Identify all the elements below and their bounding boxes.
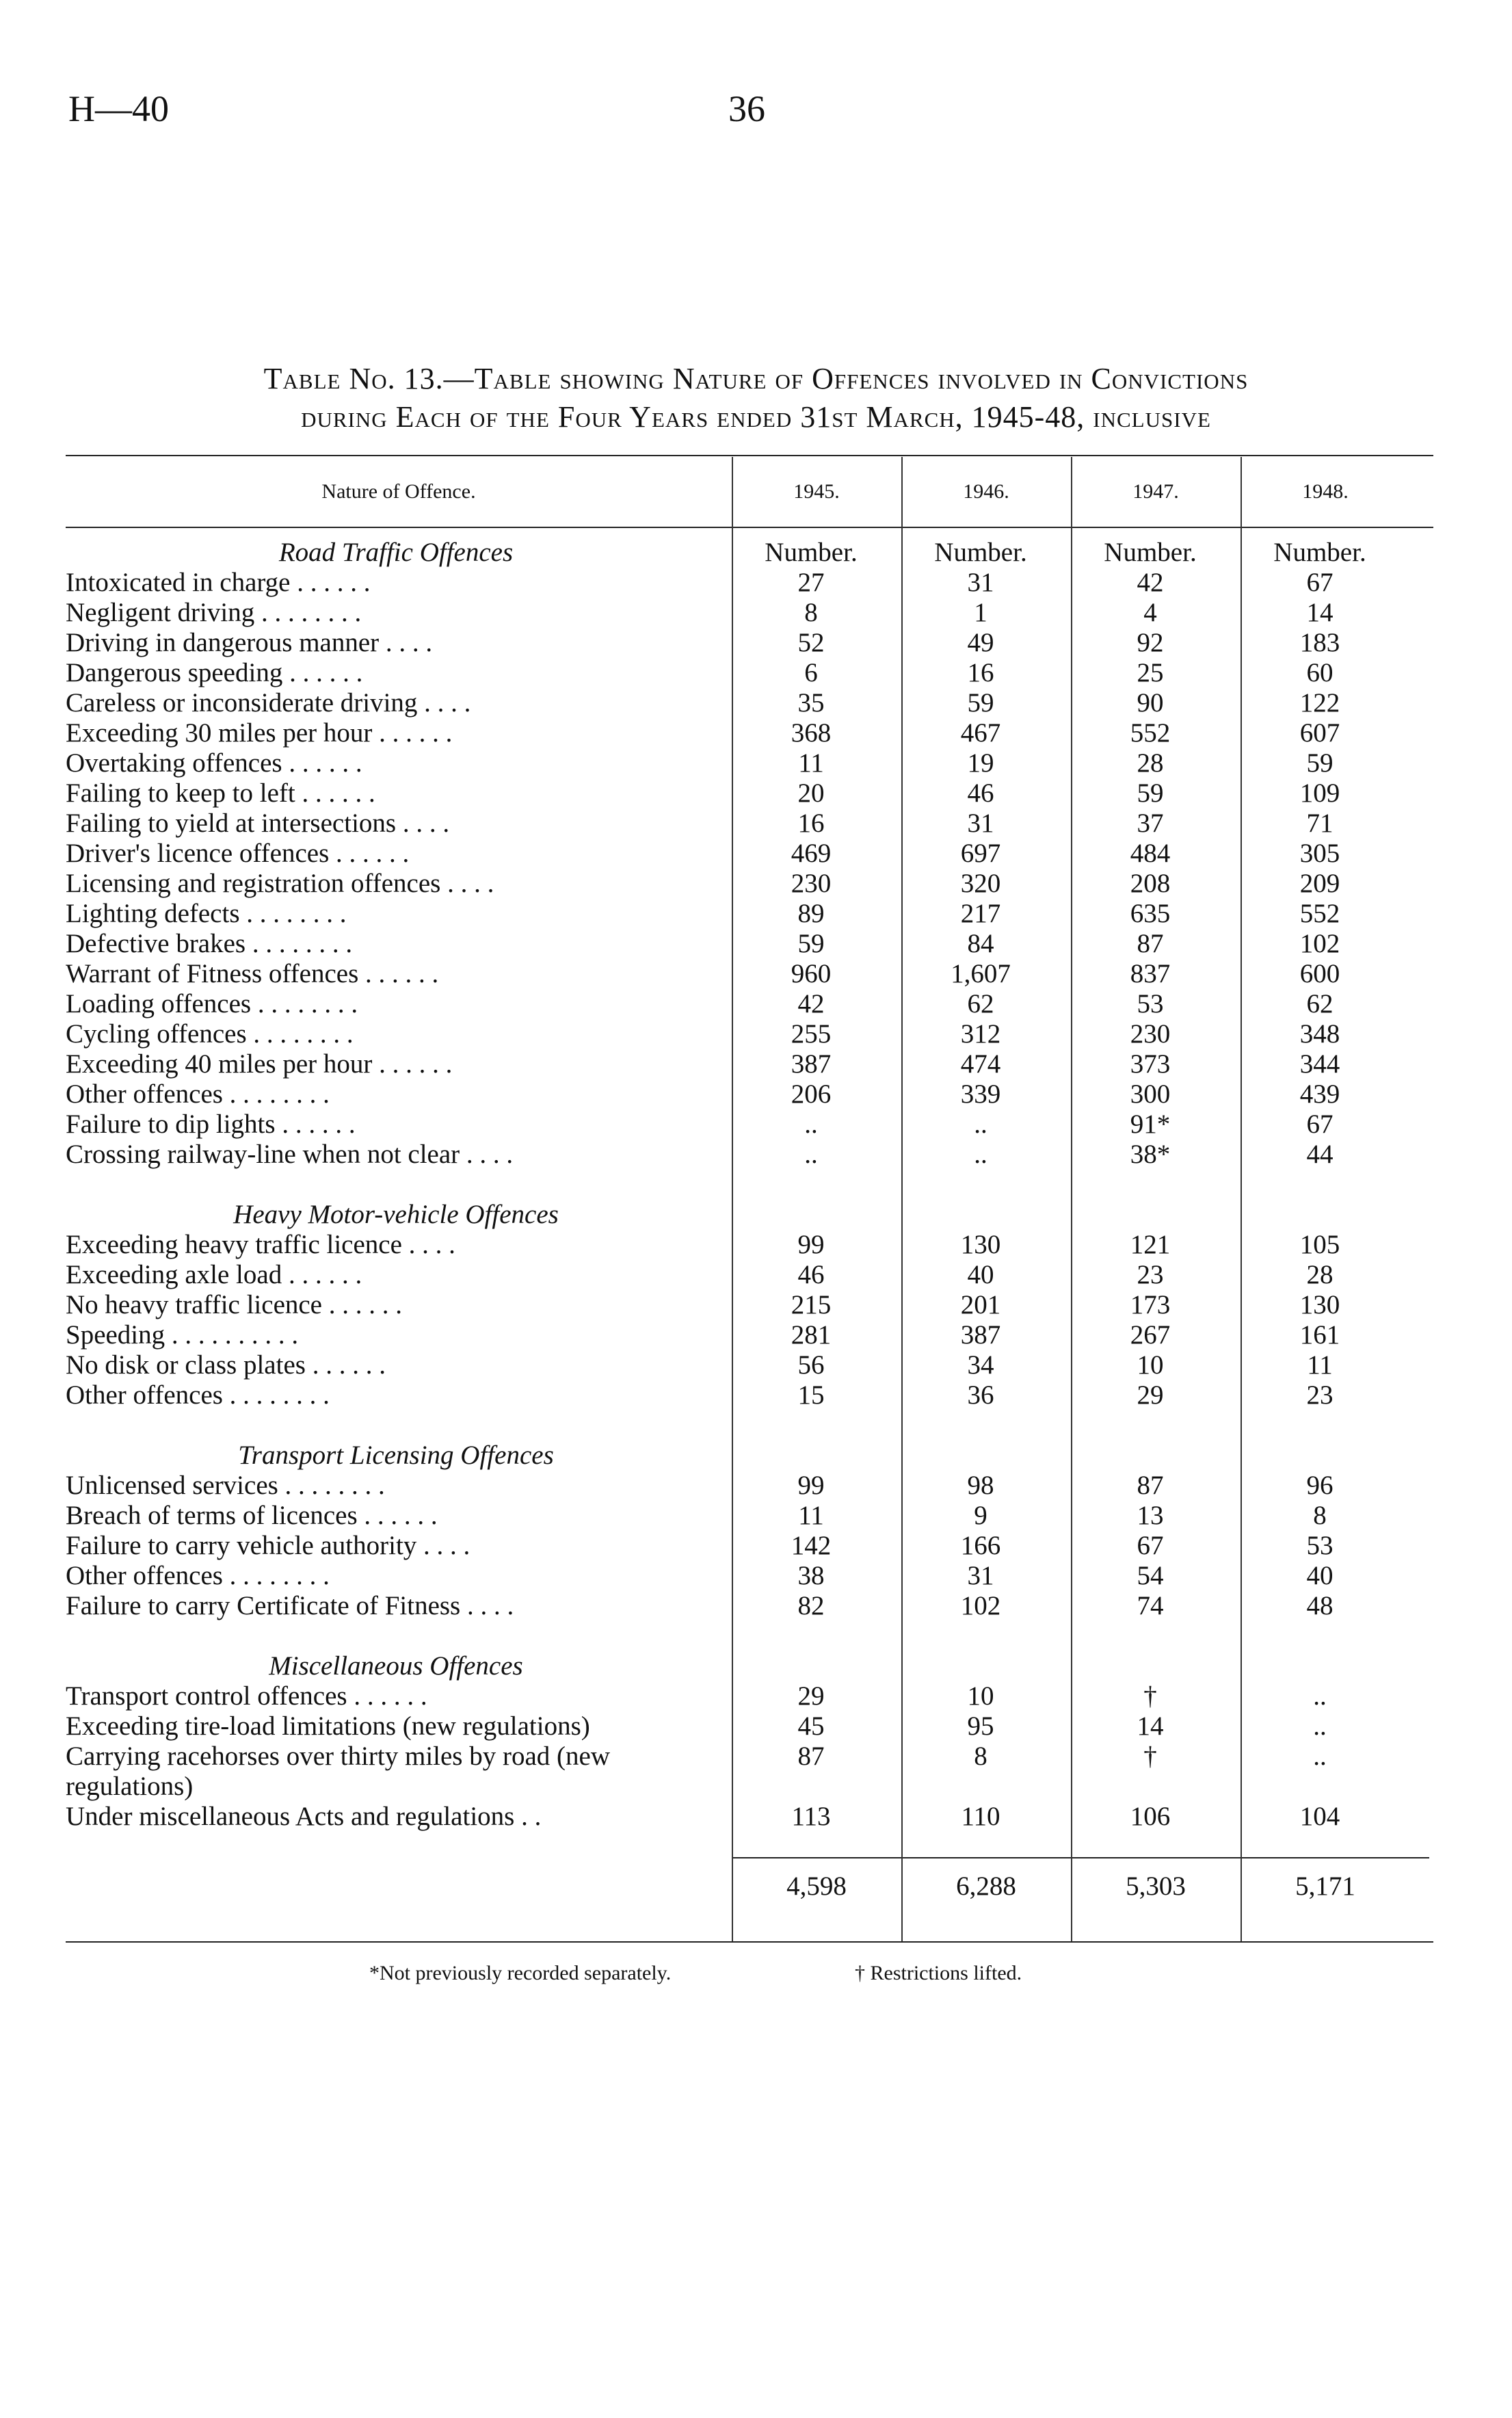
value-cell: 53 bbox=[1306, 1531, 1334, 1560]
value-cell: 255 bbox=[791, 1019, 832, 1049]
value-cell: .. bbox=[974, 1140, 987, 1169]
spacer-cell bbox=[896, 1170, 1065, 1200]
value-cell: 31 bbox=[967, 1561, 994, 1590]
column-header-year: 1945. bbox=[793, 480, 840, 503]
value-cell: 37 bbox=[1137, 809, 1164, 838]
value-cell: 36 bbox=[967, 1380, 994, 1410]
value-cell: 87 bbox=[797, 1742, 825, 1771]
footnote-dagger: † Restrictions lifted. bbox=[855, 1962, 1022, 1984]
offence-label: Failure to carry Certificate of Fitness . . . . bbox=[66, 1591, 514, 1620]
value-cell: 8 bbox=[1313, 1501, 1327, 1530]
value-cell: 109 bbox=[1299, 778, 1340, 808]
value-cell: 467 bbox=[960, 718, 1001, 748]
table-row bbox=[66, 809, 1405, 839]
value-cell: 28 bbox=[1306, 1260, 1334, 1289]
value-cell: 45 bbox=[797, 1711, 825, 1741]
value-cell: 121 bbox=[1130, 1230, 1171, 1259]
value-cell: 56 bbox=[797, 1350, 825, 1380]
spacer-cell bbox=[66, 1170, 726, 1200]
spacer-cell bbox=[1235, 1651, 1405, 1681]
value-cell: 59 bbox=[967, 688, 994, 718]
value-cell: 74 bbox=[1137, 1591, 1164, 1620]
table-row bbox=[66, 1079, 1405, 1109]
value-cell: 552 bbox=[1130, 718, 1171, 748]
value-cell: 53 bbox=[1137, 989, 1164, 1019]
section-heading-row bbox=[66, 1651, 1405, 1681]
value-cell: 122 bbox=[1299, 688, 1340, 718]
offence-label: Under miscellaneous Acts and regulations . . bbox=[66, 1802, 542, 1831]
table-row bbox=[66, 1049, 1405, 1079]
spacer-cell bbox=[1235, 1621, 1405, 1651]
total-top-rule bbox=[732, 1857, 1429, 1858]
unit-label: Number. bbox=[765, 538, 858, 567]
table-row bbox=[66, 568, 1405, 598]
value-cell: 42 bbox=[1137, 568, 1164, 597]
spacer-cell bbox=[1065, 1200, 1235, 1230]
footnote-asterisk: *Not previously recorded separately. bbox=[369, 1962, 672, 1984]
value-cell: 161 bbox=[1299, 1320, 1340, 1350]
table-row bbox=[66, 929, 1405, 959]
spacer-cell bbox=[896, 1621, 1065, 1651]
value-cell: 439 bbox=[1299, 1079, 1340, 1109]
section-heading: Transport Licensing Offences bbox=[238, 1441, 554, 1470]
value-cell: 173 bbox=[1130, 1290, 1171, 1319]
table-row bbox=[66, 718, 1405, 748]
value-cell: 31 bbox=[967, 568, 994, 597]
offence-label: Cycling offences . . . . . . . . bbox=[66, 1019, 354, 1049]
offence-label: Exceeding 40 miles per hour . . . . . . bbox=[66, 1049, 453, 1079]
value-cell: 62 bbox=[967, 989, 994, 1019]
offence-label: Breach of terms of licences . . . . . . bbox=[66, 1501, 438, 1530]
value-cell: 10 bbox=[967, 1681, 994, 1711]
offence-label: Careless or inconsiderate driving . . . . bbox=[66, 688, 471, 718]
value-cell: 99 bbox=[797, 1230, 825, 1259]
offence-label: Other offences . . . . . . . . bbox=[66, 1380, 330, 1410]
table-row bbox=[66, 1711, 1405, 1742]
value-cell: 104 bbox=[1299, 1802, 1340, 1831]
table-row bbox=[66, 1140, 1405, 1170]
value-cell: 201 bbox=[960, 1290, 1001, 1319]
spacer-cell bbox=[66, 1621, 726, 1651]
value-cell: 6 bbox=[804, 658, 818, 687]
value-cell: 44 bbox=[1306, 1140, 1334, 1169]
value-cell: .. bbox=[804, 1109, 818, 1139]
table-row bbox=[66, 1591, 1405, 1621]
value-cell: 11 bbox=[1307, 1350, 1333, 1380]
offence-label: Driving in dangerous manner . . . . bbox=[66, 628, 433, 657]
value-cell: 142 bbox=[791, 1531, 832, 1560]
document-code: H—40 bbox=[68, 88, 169, 129]
value-cell: 99 bbox=[797, 1471, 825, 1500]
value-cell: 82 bbox=[797, 1591, 825, 1620]
spacer-cell bbox=[726, 1200, 896, 1230]
page-number: 36 bbox=[728, 88, 765, 129]
spacer-cell bbox=[1235, 1200, 1405, 1230]
value-cell: 312 bbox=[960, 1019, 1001, 1049]
value-cell: 348 bbox=[1299, 1019, 1340, 1049]
spacer-cell bbox=[896, 1410, 1065, 1441]
value-cell: 52 bbox=[797, 628, 825, 657]
value-cell: 71 bbox=[1306, 809, 1334, 838]
value-cell: 368 bbox=[791, 718, 832, 748]
table-title-line-1: Table No. 13.—Table showing Nature of Offences involved in Convictions bbox=[263, 362, 1249, 395]
table-row bbox=[66, 1019, 1405, 1049]
value-cell: 1,607 bbox=[951, 959, 1011, 988]
value-cell: 837 bbox=[1130, 959, 1171, 988]
value-cell: 320 bbox=[960, 869, 1001, 898]
table-row bbox=[66, 1290, 1405, 1320]
value-cell: .. bbox=[974, 1109, 987, 1139]
value-cell: 87 bbox=[1137, 929, 1164, 958]
value-cell: 105 bbox=[1299, 1230, 1340, 1259]
column-header-year: 1946. bbox=[963, 480, 1009, 503]
spacer-cell bbox=[726, 1441, 896, 1471]
value-cell: 49 bbox=[967, 628, 994, 657]
value-cell: 960 bbox=[791, 959, 832, 988]
spacer-cell bbox=[1065, 1410, 1235, 1441]
value-cell: 59 bbox=[797, 929, 825, 958]
value-cell: 34 bbox=[967, 1350, 994, 1380]
table-row bbox=[66, 1681, 1405, 1711]
section-heading-row bbox=[66, 538, 1405, 568]
offence-label: Warrant of Fitness offences . . . . . . bbox=[66, 959, 439, 988]
total-cell: 6,288 bbox=[956, 1871, 1016, 1901]
value-cell: 1 bbox=[974, 598, 987, 627]
value-cell: 42 bbox=[797, 989, 825, 1019]
value-cell: 29 bbox=[797, 1681, 825, 1711]
section-heading: Heavy Motor-vehicle Offences bbox=[233, 1200, 559, 1229]
value-cell: 62 bbox=[1306, 989, 1334, 1019]
table-row bbox=[66, 839, 1405, 869]
offence-label: Loading offences . . . . . . . . bbox=[66, 989, 358, 1019]
spacer-cell bbox=[896, 1441, 1065, 1471]
value-cell: 635 bbox=[1130, 899, 1171, 928]
value-cell: 59 bbox=[1137, 778, 1164, 808]
total-cell: 4,598 bbox=[786, 1871, 847, 1901]
unit-label: Number. bbox=[934, 538, 1027, 567]
table-row bbox=[66, 1109, 1405, 1140]
table-row bbox=[66, 1350, 1405, 1380]
value-cell: 54 bbox=[1137, 1561, 1164, 1590]
offences-table bbox=[66, 538, 1405, 1832]
spacer-cell bbox=[1065, 1441, 1235, 1471]
table-row bbox=[66, 778, 1405, 809]
value-cell: 305 bbox=[1299, 839, 1340, 868]
spacer-cell bbox=[726, 1410, 896, 1441]
offence-label: Carrying racehorses over thirty miles by road (new regulations) bbox=[66, 1742, 610, 1801]
value-cell: 90 bbox=[1137, 688, 1164, 718]
offence-label: No disk or class plates . . . . . . bbox=[66, 1350, 386, 1380]
value-cell: 96 bbox=[1306, 1471, 1334, 1500]
value-cell: 27 bbox=[797, 568, 825, 597]
table-row bbox=[66, 1501, 1405, 1531]
spacer-cell bbox=[1065, 1170, 1235, 1200]
offence-label: Transport control offences . . . . . . bbox=[66, 1681, 427, 1711]
value-cell: 552 bbox=[1299, 899, 1340, 928]
value-cell: 474 bbox=[960, 1049, 1001, 1079]
table-row bbox=[66, 598, 1405, 628]
total-cell: 5,171 bbox=[1295, 1871, 1355, 1901]
offence-label: Negligent driving . . . . . . . . bbox=[66, 598, 362, 627]
offence-label: Overtaking offences . . . . . . bbox=[66, 748, 362, 778]
offence-label: Other offences . . . . . . . . bbox=[66, 1079, 330, 1109]
offence-label: Exceeding 30 miles per hour . . . . . . bbox=[66, 718, 453, 748]
value-cell: 15 bbox=[797, 1380, 825, 1410]
offence-label: Failing to keep to left . . . . . . bbox=[66, 778, 375, 808]
unit-label: Number. bbox=[1273, 538, 1366, 567]
section-heading: Miscellaneous Offences bbox=[269, 1651, 523, 1681]
value-cell: 344 bbox=[1299, 1049, 1340, 1079]
value-cell: 23 bbox=[1137, 1260, 1164, 1289]
spacer-cell bbox=[1065, 1651, 1235, 1681]
table-row bbox=[66, 1471, 1405, 1501]
value-cell: 230 bbox=[791, 869, 832, 898]
value-cell: 281 bbox=[791, 1320, 832, 1350]
offence-label: Exceeding axle load . . . . . . bbox=[66, 1260, 362, 1289]
table-row bbox=[66, 1230, 1405, 1260]
value-cell: .. bbox=[1313, 1742, 1327, 1771]
spacer-row bbox=[66, 1410, 1405, 1441]
value-cell: 208 bbox=[1130, 869, 1171, 898]
table-title-line-2: during Each of the Four Years ended 31st March, 1945-48, inclusive bbox=[301, 400, 1211, 434]
value-cell: 469 bbox=[791, 839, 832, 868]
spacer-cell bbox=[66, 1410, 726, 1441]
offence-label: Failure to dip lights . . . . . . bbox=[66, 1109, 356, 1139]
value-cell: 14 bbox=[1306, 598, 1334, 627]
value-cell: 16 bbox=[797, 809, 825, 838]
value-cell: 31 bbox=[967, 809, 994, 838]
table-row bbox=[66, 688, 1405, 718]
offence-label: Failing to yield at intersections . . . . bbox=[66, 809, 450, 838]
offence-label: Failure to carry vehicle authority . . . . bbox=[66, 1531, 470, 1560]
value-cell: .. bbox=[804, 1140, 818, 1169]
spacer-cell bbox=[1065, 1621, 1235, 1651]
table-row bbox=[66, 989, 1405, 1019]
header-top-rule bbox=[66, 455, 1433, 456]
unit-label: Number. bbox=[1104, 538, 1197, 567]
header-bottom-rule bbox=[66, 527, 1433, 528]
column-header-year: 1947. bbox=[1132, 480, 1179, 503]
value-cell: 84 bbox=[967, 929, 994, 958]
table-row bbox=[66, 1320, 1405, 1350]
value-cell: 59 bbox=[1306, 748, 1334, 778]
value-cell: 607 bbox=[1299, 718, 1340, 748]
table-row bbox=[66, 628, 1405, 658]
value-cell: 95 bbox=[967, 1711, 994, 1741]
value-cell: † bbox=[1143, 1742, 1157, 1771]
offence-label: Unlicensed services . . . . . . . . bbox=[66, 1471, 385, 1500]
offence-label: Crossing railway-line when not clear . . . . bbox=[66, 1140, 514, 1169]
value-cell: 4 bbox=[1143, 598, 1157, 627]
value-cell: 87 bbox=[1137, 1471, 1164, 1500]
offence-label: Defective brakes . . . . . . . . bbox=[66, 929, 353, 958]
value-cell: 11 bbox=[798, 1501, 824, 1530]
value-cell: 67 bbox=[1306, 568, 1334, 597]
table-row bbox=[66, 1561, 1405, 1591]
value-cell: 8 bbox=[974, 1742, 987, 1771]
value-cell: 46 bbox=[797, 1260, 825, 1289]
offence-label: Speeding . . . . . . . . . . bbox=[66, 1320, 299, 1350]
column-header-year: 1948. bbox=[1302, 480, 1349, 503]
value-cell: 16 bbox=[967, 658, 994, 687]
value-cell: 484 bbox=[1130, 839, 1171, 868]
value-cell: 9 bbox=[974, 1501, 987, 1530]
value-cell: 183 bbox=[1299, 628, 1340, 657]
value-cell: 130 bbox=[1299, 1290, 1340, 1319]
value-cell: 20 bbox=[797, 778, 825, 808]
table-row bbox=[66, 869, 1405, 899]
table-row bbox=[66, 1380, 1405, 1410]
value-cell: 35 bbox=[797, 688, 825, 718]
offence-label: Exceeding tire-load limitations (new regulations) bbox=[66, 1711, 590, 1741]
value-cell: 13 bbox=[1137, 1501, 1164, 1530]
value-cell: .. bbox=[1313, 1681, 1327, 1711]
table-row bbox=[66, 748, 1405, 778]
value-cell: 48 bbox=[1306, 1591, 1334, 1620]
value-cell: 46 bbox=[967, 778, 994, 808]
value-cell: 166 bbox=[960, 1531, 1001, 1560]
value-cell: 92 bbox=[1137, 628, 1164, 657]
table-row bbox=[66, 959, 1405, 989]
offence-label: No heavy traffic licence . . . . . . bbox=[66, 1290, 402, 1319]
table-row bbox=[66, 658, 1405, 688]
value-cell: 67 bbox=[1137, 1531, 1164, 1560]
spacer-cell bbox=[1235, 1441, 1405, 1471]
offence-label: Lighting defects . . . . . . . . bbox=[66, 899, 347, 928]
value-cell: 98 bbox=[967, 1471, 994, 1500]
value-cell: † bbox=[1143, 1681, 1157, 1711]
table-row bbox=[66, 1802, 1405, 1832]
spacer-cell bbox=[1235, 1170, 1405, 1200]
value-cell: 373 bbox=[1130, 1049, 1171, 1079]
value-cell: 217 bbox=[960, 899, 1001, 928]
spacer-cell bbox=[726, 1651, 896, 1681]
value-cell: 230 bbox=[1130, 1019, 1171, 1049]
value-cell: 102 bbox=[1299, 929, 1340, 958]
value-cell: 697 bbox=[960, 839, 1001, 868]
section-heading-row bbox=[66, 1441, 1405, 1471]
value-cell: 113 bbox=[791, 1802, 831, 1831]
value-cell: 387 bbox=[791, 1049, 832, 1079]
value-cell: 29 bbox=[1137, 1380, 1164, 1410]
value-cell: 89 bbox=[797, 899, 825, 928]
table-row bbox=[66, 899, 1405, 929]
total-cell: 5,303 bbox=[1126, 1871, 1186, 1901]
offences-table-body bbox=[66, 538, 1405, 1832]
value-cell: 11 bbox=[798, 748, 824, 778]
table-row bbox=[66, 1531, 1405, 1561]
offence-label: Exceeding heavy traffic licence . . . . bbox=[66, 1230, 455, 1259]
value-cell: 267 bbox=[1130, 1320, 1171, 1350]
spacer-cell bbox=[726, 1621, 896, 1651]
table-row bbox=[66, 1260, 1405, 1290]
spacer-cell bbox=[1235, 1410, 1405, 1441]
spacer-row bbox=[66, 1170, 1405, 1200]
value-cell: 339 bbox=[960, 1079, 1001, 1109]
value-cell: 60 bbox=[1306, 658, 1334, 687]
value-cell: .. bbox=[1313, 1711, 1327, 1741]
value-cell: 67 bbox=[1306, 1109, 1334, 1139]
spacer-cell bbox=[726, 1170, 896, 1200]
offence-label: Other offences . . . . . . . . bbox=[66, 1561, 330, 1590]
value-cell: 206 bbox=[791, 1079, 832, 1109]
value-cell: 40 bbox=[1306, 1561, 1334, 1590]
value-cell: 102 bbox=[960, 1591, 1001, 1620]
value-cell: 300 bbox=[1130, 1079, 1171, 1109]
section-heading: Road Traffic Offences bbox=[278, 538, 514, 567]
value-cell: 110 bbox=[961, 1802, 1000, 1831]
value-cell: 600 bbox=[1299, 959, 1340, 988]
value-cell: 38 bbox=[797, 1561, 825, 1590]
table-bottom-rule bbox=[66, 1941, 1433, 1943]
value-cell: 91* bbox=[1130, 1109, 1171, 1139]
value-cell: 130 bbox=[960, 1230, 1001, 1259]
value-cell: 25 bbox=[1137, 658, 1164, 687]
value-cell: 23 bbox=[1306, 1380, 1334, 1410]
value-cell: 106 bbox=[1130, 1802, 1171, 1831]
value-cell: 387 bbox=[960, 1320, 1001, 1350]
value-cell: 209 bbox=[1299, 869, 1340, 898]
section-heading-row bbox=[66, 1200, 1405, 1230]
value-cell: 215 bbox=[791, 1290, 832, 1319]
value-cell: 14 bbox=[1137, 1711, 1164, 1741]
offence-label: Dangerous speeding . . . . . . bbox=[66, 658, 363, 687]
spacer-cell bbox=[896, 1200, 1065, 1230]
value-cell: 19 bbox=[967, 748, 994, 778]
column-header-nature: Nature of Offence. bbox=[321, 480, 476, 503]
offence-label: Licensing and registration offences . . . . bbox=[66, 869, 494, 898]
spacer-cell bbox=[896, 1651, 1065, 1681]
table-row bbox=[66, 1742, 1405, 1802]
value-cell: 28 bbox=[1137, 748, 1164, 778]
value-cell: 8 bbox=[804, 598, 818, 627]
offence-label: Intoxicated in charge . . . . . . bbox=[66, 568, 371, 597]
spacer-row bbox=[66, 1621, 1405, 1651]
value-cell: 10 bbox=[1137, 1350, 1164, 1380]
offence-label: Driver's licence offences . . . . . . bbox=[66, 839, 410, 868]
value-cell: 38* bbox=[1130, 1140, 1171, 1169]
value-cell: 40 bbox=[967, 1260, 994, 1289]
